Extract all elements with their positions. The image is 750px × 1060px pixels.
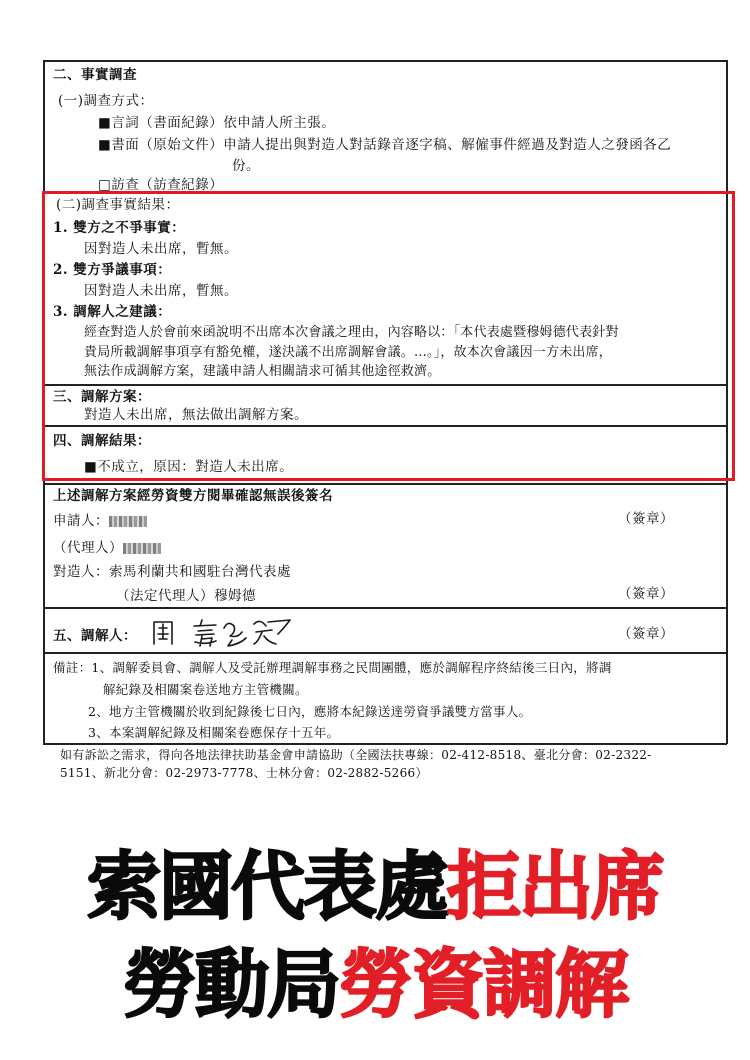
section4-text: ■不成立，原因：對造人未出席。 xyxy=(84,459,294,475)
sign-mark-2: （簽章） xyxy=(618,586,674,602)
applicant-label: 申請人： xyxy=(53,513,109,529)
doc-divider-5 xyxy=(43,652,727,654)
result-1-title: 1. 雙方之不爭事實： xyxy=(53,220,186,236)
result-2-title: 2. 雙方爭議事項： xyxy=(53,262,172,278)
result-3-line1: 經查對造人於會前來函說明不出席本次會議之理由，內容略以：「本代表處暨穆姆德代表針對 xyxy=(84,325,619,340)
headline-line2-black: 勞動局 xyxy=(123,942,339,1028)
legal-rep: （法定代理人）穆姆德 xyxy=(116,588,256,604)
method-1: ■言詞（書面紀錄）依申請人所主張。 xyxy=(98,115,336,131)
sub2-title: (二)調查事實結果： xyxy=(56,197,180,213)
note-3: 3、本案調解紀錄及相關案卷應保存十五年。 xyxy=(88,725,340,740)
section2-title: 二、事實調查 xyxy=(53,67,137,83)
respondent: 對造人：索馬利蘭共和國駐台灣代表處 xyxy=(53,564,291,580)
section3-text: 對造人未出席，無法做出調解方案。 xyxy=(84,407,308,423)
headline-line1-red: 拒出席 xyxy=(447,844,663,930)
applicant-row xyxy=(53,512,147,530)
method-3: □訪查（訪查紀錄） xyxy=(98,177,224,193)
redacted-name xyxy=(109,516,147,527)
sign-mark-1: （簽章） xyxy=(618,511,674,527)
result-3-line3: 無法作成調解方案，建議申請人相關請求可循其他途徑救濟。 xyxy=(84,364,441,379)
section4-title: 四、調解結果： xyxy=(53,433,151,449)
section5-title: 五、調解人： xyxy=(53,628,137,644)
doc-border-top xyxy=(43,60,727,62)
agent-label: （代理人） xyxy=(53,540,123,556)
result-3-line2: 貴局所載調解事項享有豁免權，遂決議不出席調解會議。...。」，故本次會議因一方未出席， xyxy=(84,345,612,360)
result-1-text: 因對造人未出席，暫無。 xyxy=(84,241,238,257)
headline-line1 xyxy=(0,828,750,934)
sign-mark-3: （簽章） xyxy=(618,626,674,642)
result-3-title: 3. 調解人之建議： xyxy=(53,304,172,320)
method-2-line1: ■書面（原始文件）申請人提出與對造人對話錄音逐字稿、解僱事件經過及對造人之發函各乙 xyxy=(98,137,672,153)
section3-title: 三、調解方案： xyxy=(53,389,151,405)
doc-divider-4 xyxy=(43,607,727,609)
footer-line2: 5151、新北分會：02-2973-7778、士林分會：02-2882-5266） xyxy=(60,766,428,780)
headline-line2 xyxy=(0,926,750,1032)
footer-line1: 如有訴訟之需求，得向各地法律扶助基金會申請協助（全國法扶專線：02-412-8518、臺北分會：02-2322- xyxy=(60,748,652,762)
redacted-name xyxy=(123,543,161,554)
result-2-text: 因對造人未出席，暫無。 xyxy=(84,283,238,299)
headline-line2-red: 勞資調解 xyxy=(339,942,627,1028)
note-1-line1: 備註：1、調解委員會、調解人及受託辦理調解事務之民間團體，應於調解程序終結後三日內，將調 xyxy=(53,660,612,675)
sub1-title: (一)調查方式： xyxy=(58,93,154,109)
note-2: 2、地方主管機關於收到紀錄後七日內，應將本紀錄送達勞資爭議雙方當事人。 xyxy=(88,704,532,719)
handwritten-signature xyxy=(150,614,310,650)
doc-divider-3 xyxy=(43,483,727,485)
agent-row xyxy=(53,539,161,557)
note-1-line2: 解紀錄及相關案卷送地方主管機關。 xyxy=(103,682,308,697)
confirm-text: 上述調解方案經勞資雙方閱畢確認無誤後簽名 xyxy=(53,488,333,504)
headline-line1-black: 索國代表處 xyxy=(87,844,447,930)
method-2-line2: 份。 xyxy=(232,158,260,174)
doc-border-bottom xyxy=(43,743,727,745)
